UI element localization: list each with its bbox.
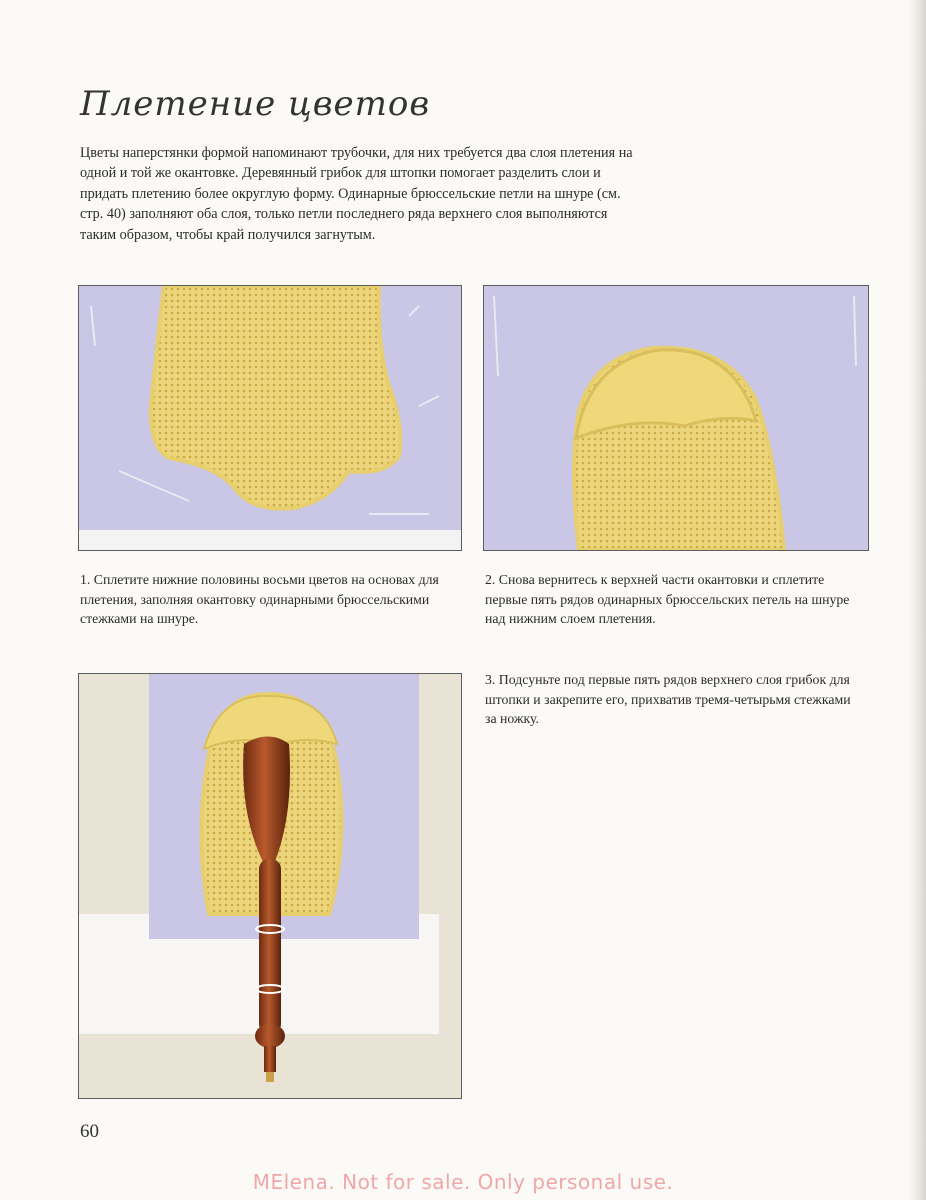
- photo-step1: [78, 285, 462, 551]
- book-spine-shadow: [908, 0, 926, 1200]
- page-number: 60: [80, 1121, 99, 1142]
- photo-step3: [78, 673, 462, 1099]
- caption-step2: 2. Снова вернитесь к верхней части окантовки и сплетите первые пять рядов одинарных брюссельских петель на шнуре над нижним слоем плетения.: [485, 572, 850, 627]
- caption-step3: 3. Подсуньте под первые пять рядов верхнего слоя грибок для штопки и закрепите его, прихватив тремя-четырьмя стежками за ножку.: [485, 672, 851, 727]
- watermark-text: MElena. Not for sale. Only personal use.: [252, 1170, 674, 1194]
- intro-paragraph: Цветы наперстянки формой напоминают трубочки, для них требуется два слоя плетения на одной и той же окантовке. Деревянный грибок для штопки помогает разделить слои и придать плетению более округлую форму. Одинарные брюссельские петли на шнуре (см. стр. 40) заполняют оба слоя, только петли последнего ряда верхнего слоя выполняются таким образом, чтобы край получился загнутым.: [80, 145, 633, 243]
- caption-step1: 1. Сплетите нижние половины восьми цветов на основах для плетения, заполняя окантовку одинарными брюссельскими стежками на шнуре.: [80, 572, 439, 627]
- photo-step2: [483, 285, 869, 551]
- page-title: Плетение цветов: [80, 84, 431, 124]
